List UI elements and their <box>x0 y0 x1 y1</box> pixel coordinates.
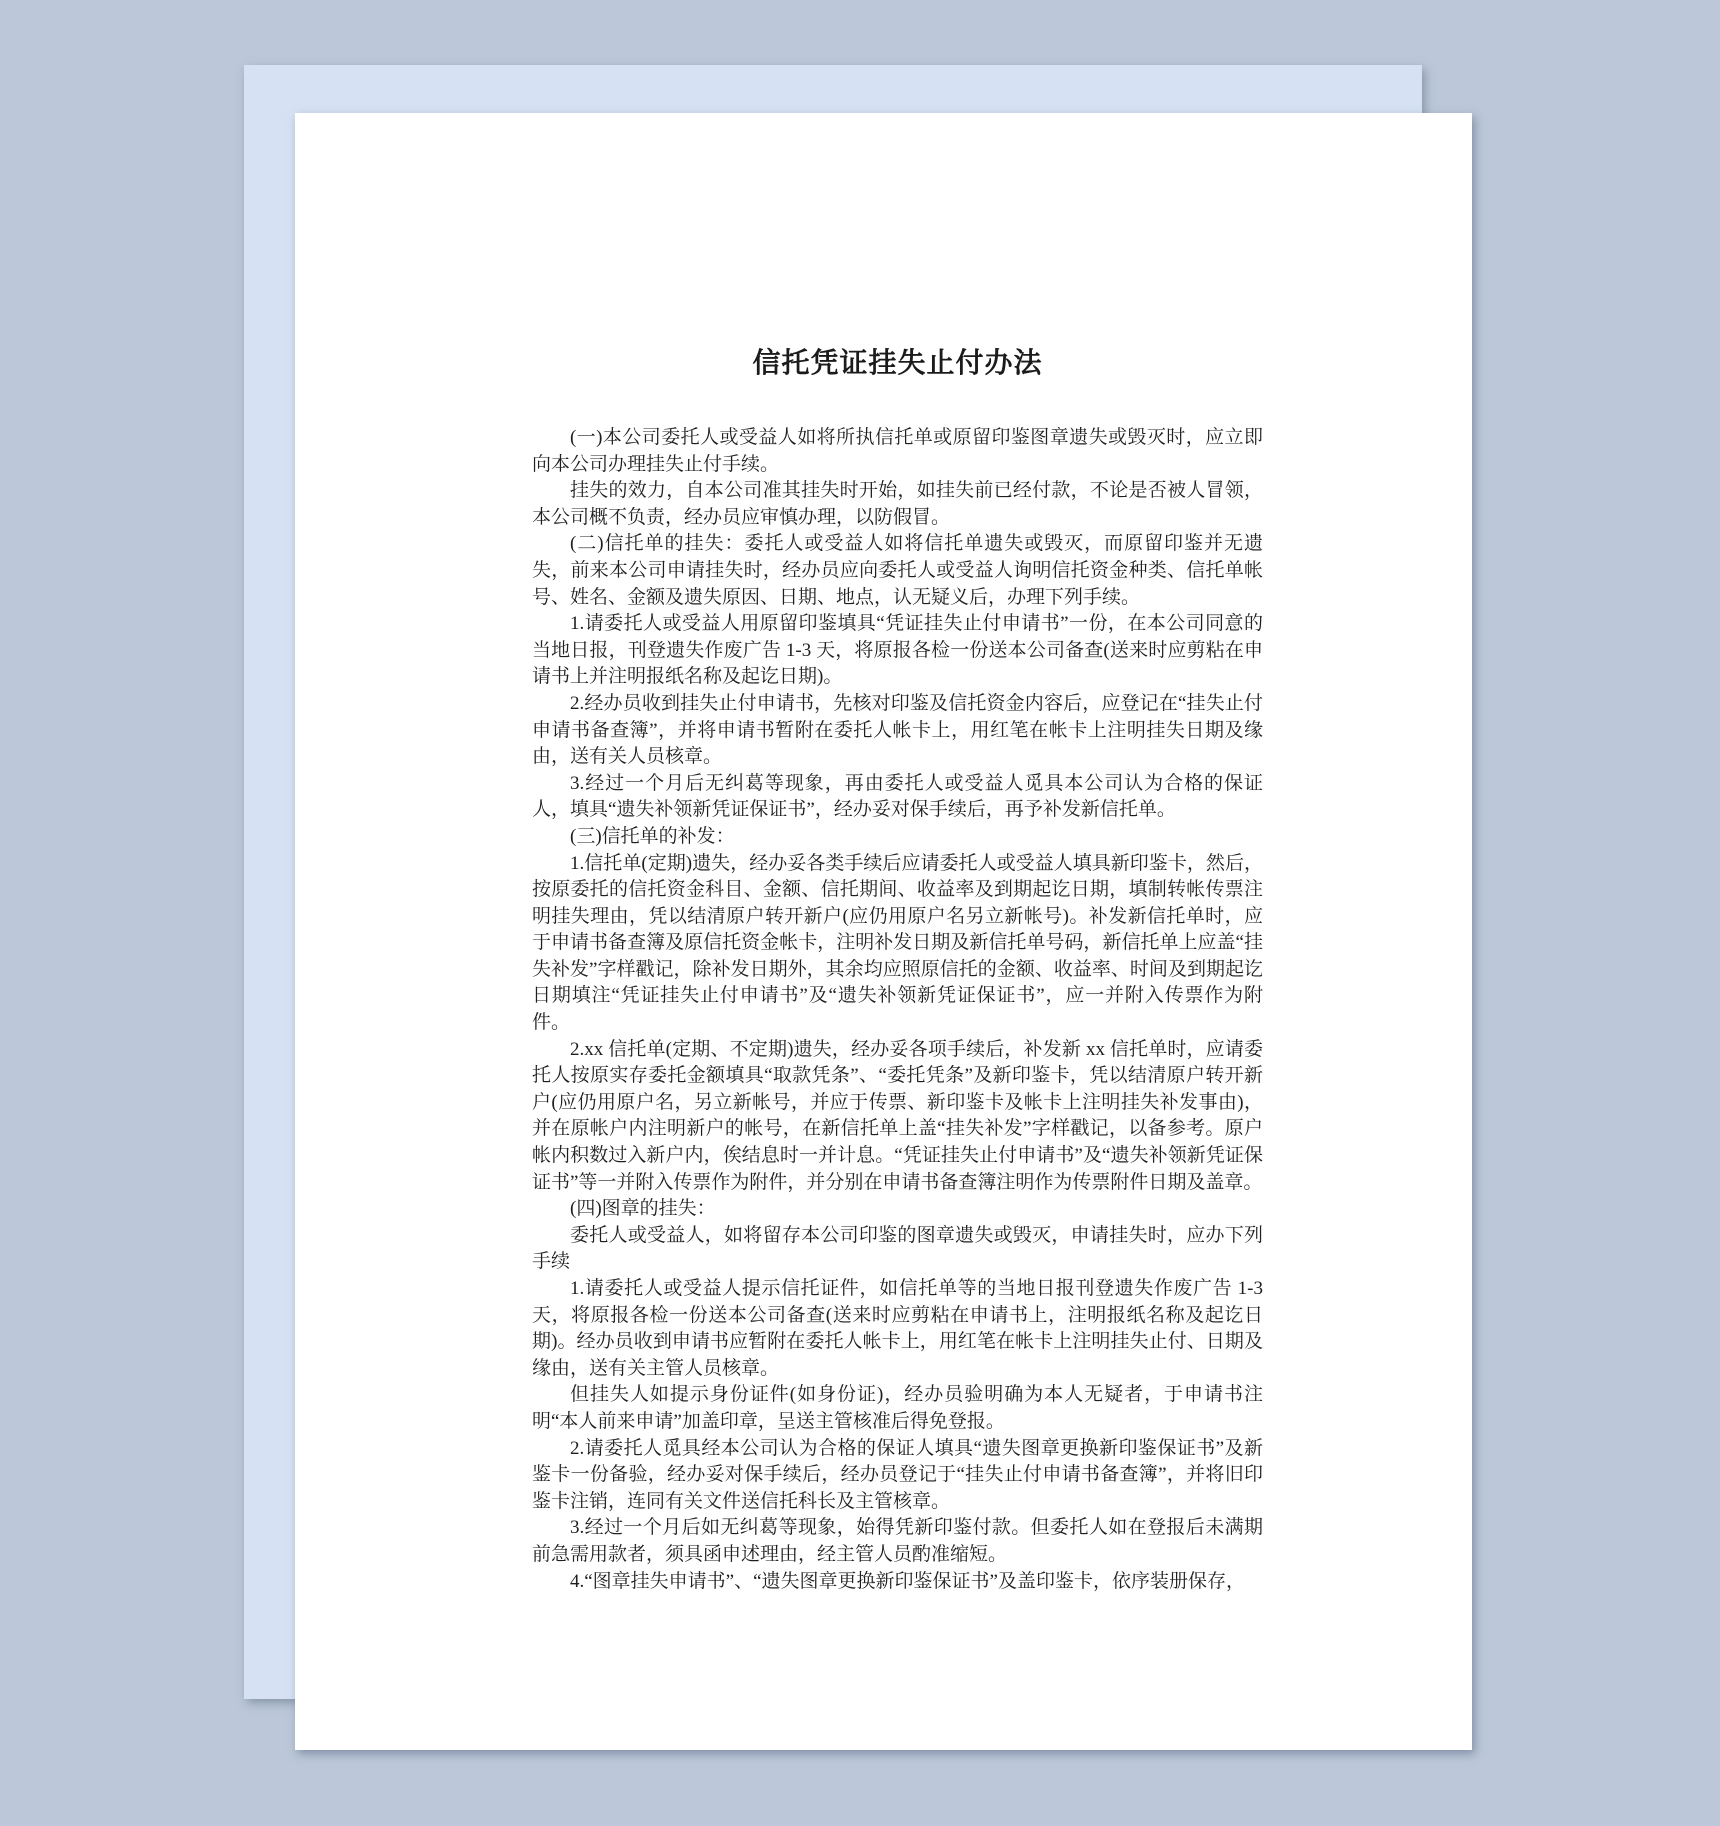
paragraph: 1.请委托人或受益人提示信托证件，如信托单等的当地日报刊登遗失作废广告 1-3 天，将原报各检一份送本公司备查(送来时应剪粘在申请书上，注明报纸名称及起讫日期)。经办员收到申请书应暂附在委托人帐卡上，用红笔在帐卡上注明挂失止付、日期及缘由，送有关主管人员核章。 <box>532 1278 1263 1379</box>
paragraph: 3.经过一个月后如无纠葛等现象，始得凭新印鉴付款。但委托人如在登报后未满期前急需用款者，须具函申述理由，经主管人员酌准缩短。 <box>532 1517 1263 1565</box>
paragraph: 1.信托单(定期)遗失，经办妥各类手续后应请委托人或受益人填具新印鉴卡，然后，按原委托的信托资金科目、金额、信托期间、收益率及到期起讫日期，填制转帐传票注明挂失理由，凭以结清原户转开新户(应仍用原户名另立新帐号)。补发新信托单时，应于申请书备查簿及原信托资金帐卡，注明补发日期及新信托单号码，新信托单上应盖“挂失补发”字样戳记，除补发日期外，其余均应照原信托的金额、收益率、时间及到期起讫日期填注“凭证挂失止付申请书”及“遗失补领新凭证保证书”，应一并附入传票作为附件。 <box>532 852 1263 1034</box>
paragraph: 2.经办员收到挂失止付申请书，先核对印鉴及信托资金内容后，应登记在“挂失止付申请书备查簿”，并将申请书暂附在委托人帐卡上，用红笔在帐卡上注明挂失日期及缘由，送有关人员核章。 <box>532 692 1263 768</box>
paragraph: 4.“图章挂失申请书”、“遗失图章更换新印鉴保证书”及盖印鉴卡，依序装册保存， <box>570 1570 1245 1592</box>
paragraph: (一)本公司委托人或受益人如将所执信托单或原留印鉴图章遗失或毁灭时，应立即向本公司办理挂失止付手续。 <box>532 427 1263 475</box>
paragraph: (三)信托单的补发： <box>570 825 735 847</box>
paragraph: 挂失的效力，自本公司准其挂失时开始，如挂失前已经付款，不论是否被人冒领，本公司概不负责，经办员应审慎办理，以防假冒。 <box>532 480 1263 528</box>
paragraph: 3.经过一个月后无纠葛等现象，再由委托人或受益人觅具本公司认为合格的保证人，填具“遗失补领新凭证保证书”，经办妥对保手续后，再予补发新信托单。 <box>532 772 1263 821</box>
document-title: 信托凭证挂失止付办法 <box>752 348 1043 379</box>
paragraph: (二)信托单的挂失：委托人或受益人如将信托单遗失或毁灭，而原留印鉴并无遗失，前来本公司申请挂失时，经办员应向委托人或受益人询明信托资金种类、信托单帐号、姓名、金额及遗失原因、日期、地点，认无疑义后，办理下列手续。 <box>532 533 1263 608</box>
paragraph: 但挂失人如提示身份证件(如身份证)，经办员验明确为本人无疑者，于申请书注明“本人前来申请”加盖印章，呈送主管核准后得免登报。 <box>532 1384 1263 1432</box>
paragraph: 1.请委托人或受益人用原留印鉴填具“凭证挂失止付申请书”一份，在本公司同意的当地日报，刊登遗失作废广告 1-3 天，将原报各检一份送本公司备查(送来时应剪粘在申请书上并注明报纸名称及起讫日期)。 <box>532 613 1263 688</box>
paragraph: 2.xx 信托单(定期、不定期)遗失，经办妥各项手续后，补发新 xx 信托单时，应请委托人按原实存委托金额填具“取款凭条”、“委托凭条”及新印鉴卡，凭以结清原户转开新户(应仍用原户名，另立新帐号，并应于传票、新印鉴卡及帐卡上注明挂失补发事由)，并在原帐户内注明新户的帐号，在新信托单上盖“挂失补发”字样戳记，以备参考。原户帐内积数过入新户内，俟结息时一并计息。“凭证挂失止付申请书”及“遗失补领新凭证保证书”等一并附入传票作为附件，并分别在申请书备查簿注明作为传票附件日期及盖章。 <box>532 1038 1263 1193</box>
document-page <box>295 113 1472 1750</box>
paragraph: 2.请委托人觅具经本公司认为合格的保证人填具“遗失图章更换新印鉴保证书”及新鉴卡一份备验，经办妥对保手续后，经办员登记于“挂失止付申请书备查簿”，并将旧印鉴卡注销，连同有关文件送信托科长及主管核章。 <box>532 1437 1263 1512</box>
document-body <box>532 425 1263 1595</box>
paragraph: (四)图章的挂失： <box>570 1198 716 1220</box>
paragraph: 委托人或受益人，如将留存本公司印鉴的图章遗失或毁灭，申请挂失时，应办下列手续 <box>532 1224 1263 1273</box>
